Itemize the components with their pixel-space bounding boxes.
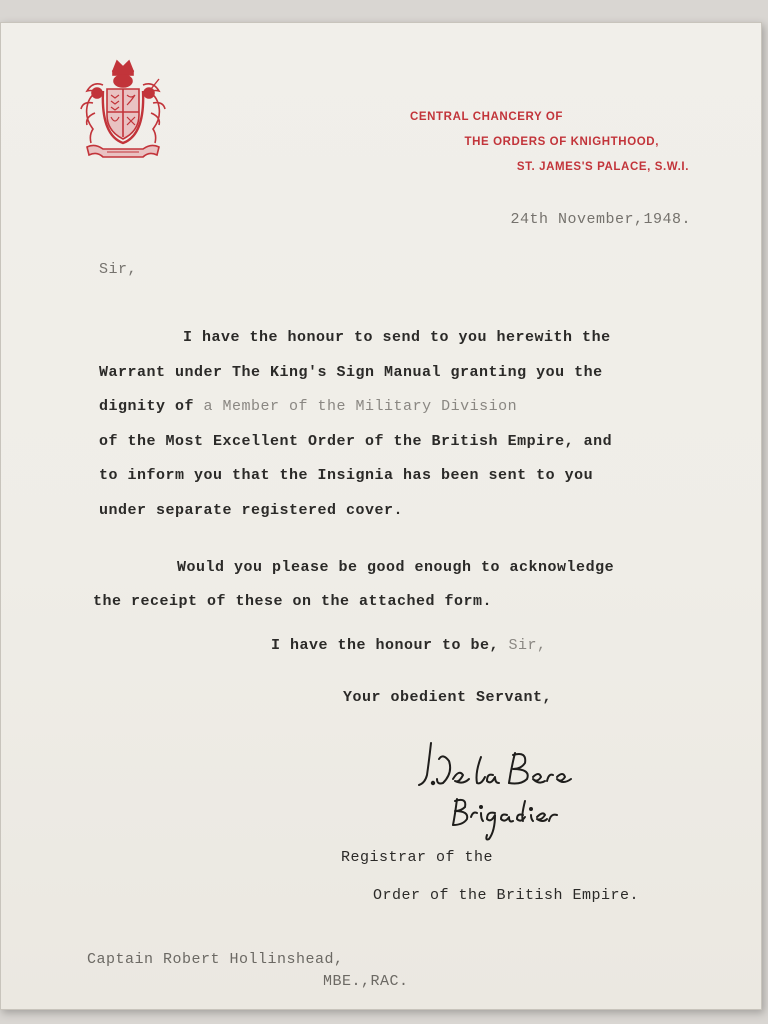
paragraph-2-line-1: Would you please be good enough to acknowledge — [177, 559, 615, 576]
handwritten-signature — [409, 739, 589, 843]
paragraph-1-line-6: under separate registered cover. — [99, 501, 404, 519]
paragraph-1-line-1: I have the honour to send to you herewith the — [183, 329, 611, 346]
letterhead-line-1: CENTRAL CHANCERY OF — [409, 111, 563, 123]
dignity-filled-in: a Member of the Military Division — [203, 398, 518, 415]
body-paragraph-2 — [93, 551, 614, 619]
royal-coat-of-arms-icon — [73, 51, 173, 163]
closing-line-1 — [271, 637, 547, 654]
letterhead-line-2: THE ORDERS OF KNIGHTHOOD, — [464, 136, 659, 148]
closing-sir: Sir, — [508, 637, 547, 654]
letter-page — [0, 22, 762, 1010]
letter-date: 24th November,1948. — [510, 211, 691, 228]
paragraph-1-line-5: to inform you that the Insignia has been sent to you — [99, 467, 594, 484]
salutation: Sir, — [99, 261, 138, 278]
dignity-prefix: dignity of — [99, 398, 204, 415]
paragraph-1-line-4: of the Most Excellent Order of the British Empire, and — [99, 432, 613, 450]
letterhead — [410, 105, 689, 180]
registrar-line-2: Order of the British Empire. — [373, 887, 640, 904]
addressee-name: Captain Robert Hollinshead, — [87, 951, 344, 968]
letterhead-line-3: ST. JAMES'S PALACE, S.W.I. — [516, 161, 689, 173]
addressee-honours: MBE.,RAC. — [323, 973, 409, 990]
paragraph-1-line-2: Warrant under The King's Sign Manual granting you the — [99, 363, 603, 381]
closing-prefix: I have the honour to be, — [271, 637, 509, 654]
paragraph-2-line-2: the receipt of these on the attached form. — [93, 593, 493, 610]
body-paragraph-1 — [99, 321, 612, 528]
registrar-line-1: Registrar of the — [341, 849, 494, 866]
paragraph-1-line-3 — [99, 390, 612, 425]
closing-line-2: Your obedient Servant, — [343, 689, 553, 706]
